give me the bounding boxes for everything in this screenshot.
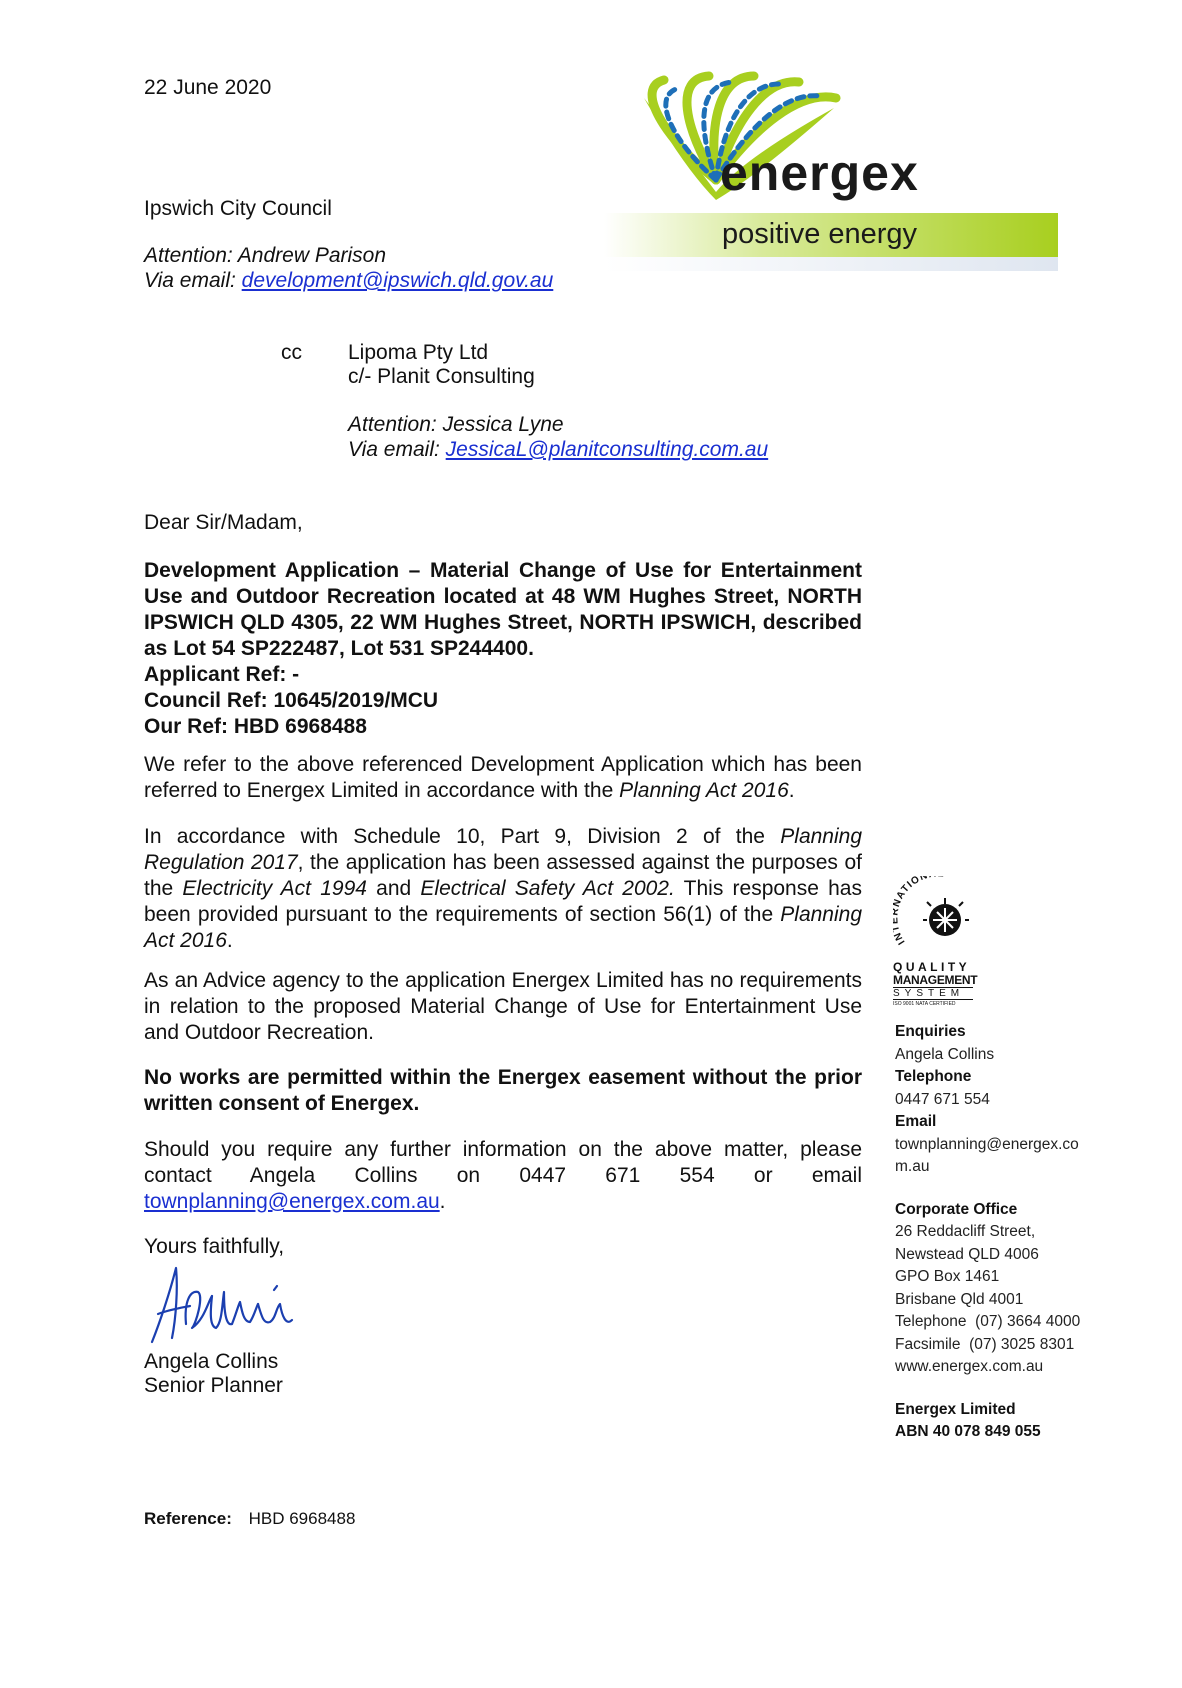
svg-text:INTERNATIONAL: IN ATION	[893, 876, 930, 947]
assessment-end: .	[226, 929, 233, 952]
assessment-text-2: , the application has been assessed against the purposes of the	[144, 851, 862, 900]
badge-quality: QUALITY	[893, 960, 971, 974]
cc-company: Lipoma Pty Ltd	[348, 341, 489, 364]
paragraph-assessment	[144, 824, 862, 954]
cc-label: cc	[281, 341, 302, 364]
applicant-ref: Applicant Ref: -	[144, 663, 300, 686]
paragraph-contact	[144, 1137, 862, 1215]
our-ref: Our Ref: HBD 6968488	[144, 715, 367, 738]
company-abn: ABN 40 078 849 055	[895, 1423, 1041, 1440]
recipient-attention	[144, 243, 386, 269]
address-line-3: GPO Box 1461	[895, 1268, 1000, 1285]
planning-regulation-ref: Planning Regulation 2017	[144, 825, 863, 874]
signatory-title: Senior Planner	[144, 1374, 283, 1397]
email-value-2: m.au	[895, 1158, 930, 1175]
energex-tagline: positive energy	[722, 218, 918, 250]
closing: Yours faithfully,	[144, 1235, 285, 1258]
enquiries-label: Enquiries	[895, 1023, 966, 1040]
signatory-name: Angela Collins	[144, 1350, 279, 1373]
signature	[146, 1262, 306, 1348]
council-ref: Council Ref: 10645/2019/MCU	[144, 689, 439, 712]
recipient-email-line	[144, 268, 553, 294]
address-line-4: Brisbane Qld 4001	[895, 1290, 1024, 1308]
badge-management: MANAGEMENT	[893, 973, 978, 987]
recipient-attention-label: Attention:	[144, 244, 233, 267]
planning-act-ref: Planning Act 2016	[619, 779, 789, 802]
international-star-icon	[893, 876, 985, 956]
assessment-text-4: This response has been provided pursuant to the requirements of section 56(1) of the	[144, 877, 862, 926]
telephone-label: Telephone	[895, 1068, 972, 1085]
cc-attention-name: Jessica Lyne	[442, 413, 564, 436]
subject-block	[144, 558, 862, 740]
footer-reference	[144, 1508, 355, 1530]
cc-attention	[348, 412, 564, 438]
paragraph-easement: No works are permitted within the Energex easement without the prior written consent of Energex.	[144, 1066, 862, 1115]
contact-text: Should you require any further information on the above matter, please contact Angela Collins on 0447 671 554 or email	[144, 1138, 862, 1187]
electricity-act-ref: Electricity Act 1994	[182, 877, 367, 900]
badge-certified: ISO 9001 NATA CERTIFIED	[893, 1001, 956, 1007]
office-phone: Telephone (07) 3664 4000	[895, 1313, 1081, 1330]
recipient-email-label: Via email:	[144, 269, 236, 292]
cc-email-link[interactable]: JessicaL@planitconsulting.com.au	[445, 438, 769, 461]
signature-icon	[146, 1262, 306, 1348]
badge-system: SYSTEM	[893, 987, 973, 1000]
electrical-safety-act-ref: Electrical Safety Act 2002.	[420, 877, 675, 900]
recipient-name: Ipswich City Council	[144, 197, 332, 220]
company-name: Energex Limited	[895, 1400, 1016, 1418]
salutation: Dear Sir/Madam,	[144, 511, 303, 534]
email-value-1: townplanning@energex.co	[895, 1135, 1079, 1153]
planning-act-ref-2: Planning Act 2016	[144, 903, 862, 952]
paragraph-referral-text: We refer to the above referenced Development Application which has been referred to Energex Limited in accordance with the	[144, 753, 862, 802]
telephone-value: 0447 671 554	[895, 1090, 990, 1108]
corporate-office-label: Corporate Office	[895, 1200, 1018, 1218]
cc-email-label: Via email:	[348, 438, 440, 461]
cc-care-of: c/- Planit Consulting	[348, 365, 535, 388]
energex-logo	[604, 68, 1060, 274]
energex-wordmark: energex	[720, 145, 919, 201]
paragraph-referral-end: .	[788, 779, 795, 802]
subject-line: Development Application – Material Change of Use for Entertainment Use and Outdoor Recreation located at 48 WM Hughes Street, NORTH IPSWICH QLD 4305, 22 WM Hughes Street, NORTH IPSWICH, described as Lot 54 SP222487, Lot 531 SP244400.	[144, 559, 862, 660]
letter-date: 22 June 2020	[144, 76, 272, 99]
assessment-text-1: In accordance with Schedule 10, Part 9, Division 2 of the	[144, 825, 765, 848]
recipient-email-link[interactable]: development@ipswich.qld.gov.au	[241, 269, 554, 292]
cc-email-line	[348, 437, 768, 463]
email-label: Email	[895, 1113, 937, 1130]
address-line-1: 26 Reddacliff Street,	[895, 1223, 1036, 1240]
assessment-text-3: and	[376, 877, 412, 900]
footer-reference-label: Reference:	[144, 1509, 232, 1528]
paragraph-advice: As an Advice agency to the application Energex Limited has no requirements in relation to the proposed Material Change of Use for Entertainment Use and Outdoor Recreation.	[144, 969, 862, 1044]
recipient-attention-name: Andrew Parison	[237, 244, 387, 267]
enquiries-name: Angela Collins	[895, 1045, 995, 1063]
office-fax: Facsimile (07) 3025 8301	[895, 1335, 1075, 1353]
quality-management-badge	[893, 876, 985, 1007]
office-website: www.energex.com.au	[895, 1358, 1044, 1375]
address-line-2: Newstead QLD 4006	[895, 1245, 1039, 1263]
contact-email-link[interactable]: townplanning@energex.com.au	[144, 1190, 440, 1213]
cc-attention-label: Attention:	[348, 413, 437, 436]
contact-end: .	[439, 1190, 446, 1213]
sidebar-contact	[895, 1021, 1095, 1444]
footer-reference-value: HBD 6968488	[248, 1509, 356, 1528]
paragraph-referral	[144, 752, 862, 804]
